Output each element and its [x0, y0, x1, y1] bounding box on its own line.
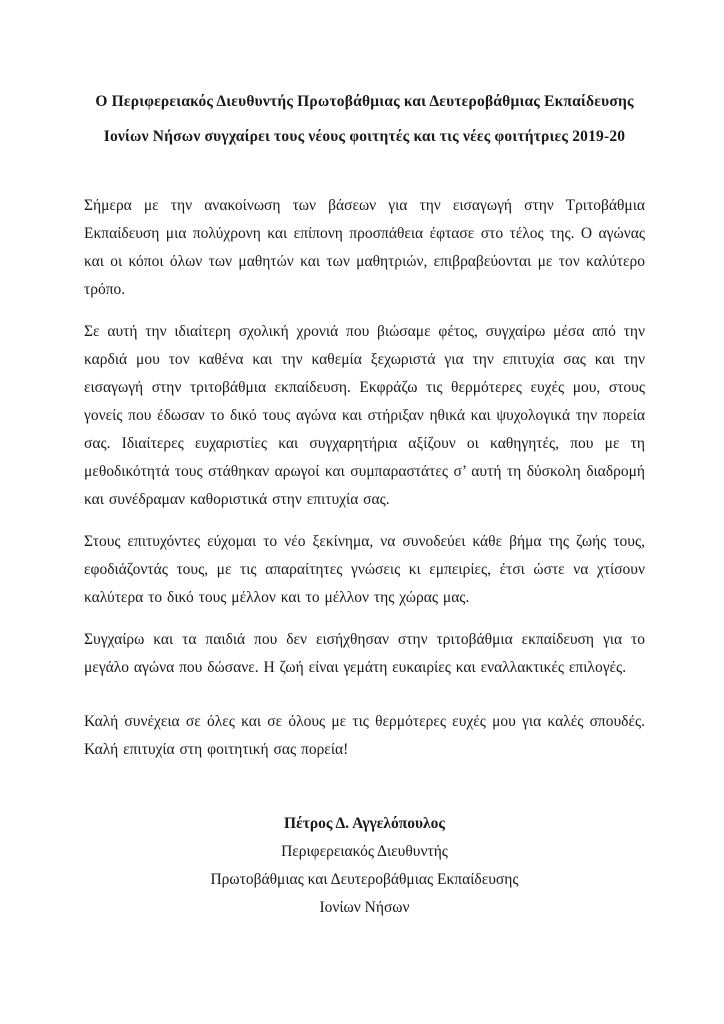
signature-region: Ιονίων Νήσων — [319, 899, 410, 916]
paragraph-wishes: Στους επιτυχόντες εύχομαι το νέο ξεκίνημα, να συνοδεύει κάθε βήμα της ζωής τους, εφοδιάζοντάς τους, με τις απαραίτητες γνώσεις κι εμπειρίες, έτσι ώστε να χτίσουν καλύτερα το δικό τους μέλλον και το μέλλον της χώρας μας. — [84, 533, 645, 606]
paragraph-intro: Σήμερα με την ανακοίνωση των βάσεων για την εισαγωγή στην Τριτοβάθμια Εκπαίδευση μια πολύχρονη και επίπονη προσπάθεια έφτασε στο τέλος της. Ο αγώνας και οι κόποι όλων των μαθητών και των μαθητριών, επιβραβεύονται με τον καλύτερο τρόπο. — [84, 197, 645, 298]
signature-organization: Πρωτοβάθμιας και Δευτεροβάθμιας Εκπαίδευσης — [210, 871, 519, 888]
title-line-2: Ιονίων Νήσων συγχαίρει τους νέους φοιτητές και τις νέες φοιτήτριες 2019-20 — [103, 128, 626, 145]
document-title — [84, 84, 645, 154]
document-body — [84, 192, 645, 764]
signature-name: Πέτρος Δ. Αγγελόπουλος — [284, 815, 445, 832]
paragraph-congratulations: Σε αυτή την ιδιαίτερη σχολική χρονιά που βιώσαμε φέτος, συγχαίρω μέσα από την καρδιά μου τον καθένα και την καθεμία ξεχωριστά για την επιτυχία σας και την εισαγωγή στην τριτοβάθμια εκπαίδευση. Εκφράζω τις θερμότερες ευχές μου, στους γονείς που έδωσαν το δικό τους αγώνα και στήριξαν ηθικά και ψυχολογικά την πορεία σας. Ιδιαίτερες ευχαριστίες και συγχαρητήρια αξίζουν οι καθηγητές, που με τη μεθοδικότητά τους στάθηκαν αρωγοί και συμπαραστάτες σ’ αυτή τη δύσκολη διαδρομή και συνέδραμαν καθοριστικά στην επιτυχία σας. — [84, 323, 645, 508]
signature-role: Περιφερειακός Διευθυντής — [281, 843, 448, 860]
signature-block — [84, 810, 645, 922]
title-line-1: Ο Περιφερειακός Διευθυντής Πρωτοβάθμιας και Δευτεροβάθμιας Εκπαίδευσης — [95, 93, 634, 110]
paragraph-encouragement: Συγχαίρω και τα παιδιά που δεν εισήχθησαν στην τριτοβάθμια εκπαίδευση για το μεγάλο αγώνα που δώσανε. Η ζωή είναι γεμάτη ευκαιρίες και εναλλακτικές επιλογές. — [84, 631, 645, 676]
paragraph-closing: Καλή συνέχεια σε όλες και σε όλους με τις θερμότερες ευχές μου για καλές σπουδές. Καλή επιτυχία στη φοιτητική σας πορεία! — [84, 713, 645, 758]
